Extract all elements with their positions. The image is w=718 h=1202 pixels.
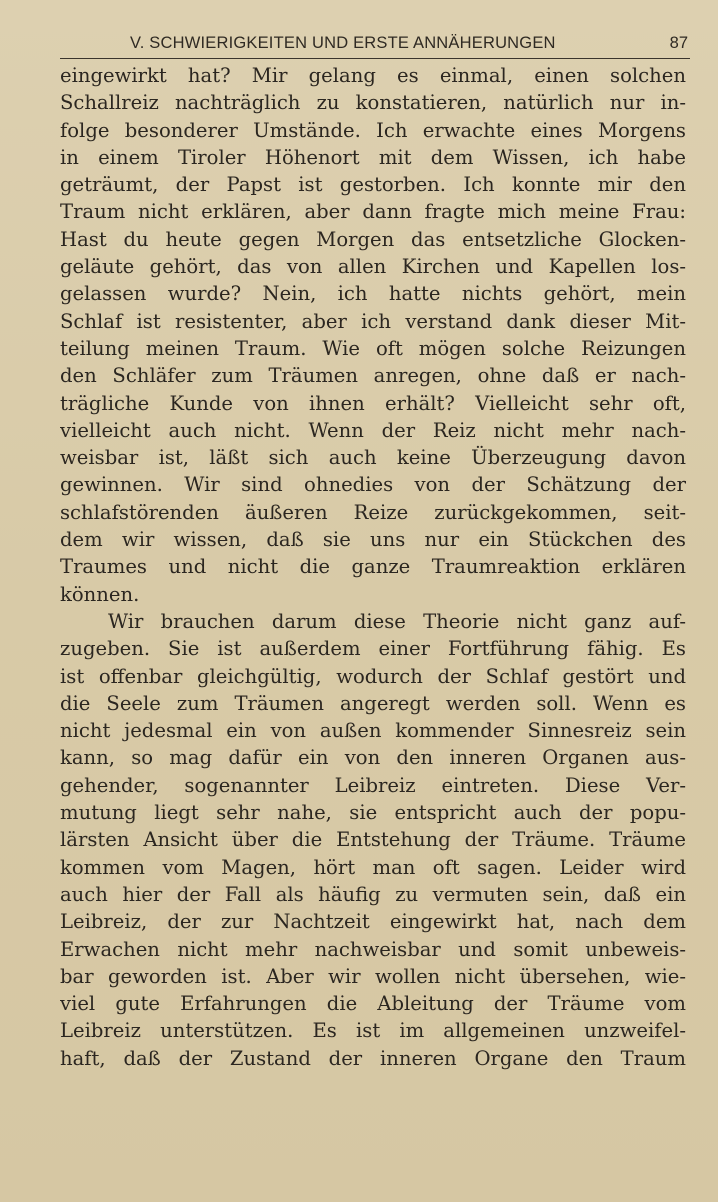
text-line: die Seele zum Träumen angeregt werden soll. Wenn es [60, 691, 686, 715]
text-line: lärsten Ansicht über die Entstehung der Träume. Träume [60, 828, 686, 852]
text-line: zugeben. Sie ist außerdem einer Fortführung fähig. Es [60, 637, 686, 661]
text-line: haft, daß der Zustand der inneren Organe den Traum [60, 1046, 686, 1070]
text-line: Schlaf ist resistenter, aber ich verstand dank dieser Mit- [60, 309, 686, 333]
text-line: kommen vom Magen, hört man oft sagen. Leider wird [60, 855, 686, 879]
text-line: viel gute Erfahrungen die Ableitung der Träume vom [60, 992, 686, 1016]
text-line: auch hier der Fall als häufig zu vermuten sein, daß ein [60, 882, 686, 906]
text-line: trägliche Kunde von ihnen erhält? Vielleicht sehr oft, [60, 391, 686, 415]
text-line: Hast du heute gegen Morgen das entsetzliche Glocken- [60, 227, 686, 251]
text-line: dem wir wissen, daß sie uns nur ein Stückchen des [60, 528, 686, 552]
text-line: Traumes und nicht die ganze Traumreaktion erklären [60, 555, 686, 579]
page-header [60, 32, 690, 59]
text-line: Wir brauchen darum diese Theorie nicht ganz auf- [108, 609, 686, 633]
text-line: gelassen wurde? Nein, ich hatte nichts gehört, mein [60, 282, 686, 306]
running-head: V. SCHWIERIGKEITEN UND ERSTE ANNÄHERUNGEN [130, 34, 556, 52]
text-line: eingewirkt hat? Mir gelang es einmal, einen solchen [60, 64, 686, 87]
text-line: gewinnen. Wir sind ohnedies von der Schätzung der [60, 473, 686, 497]
page-number: 87 [669, 34, 688, 52]
text-line: kann, so mag dafür ein von den inneren Organen aus- [60, 746, 686, 770]
text-line: ist offenbar gleichgültig, wodurch der Schlaf gestört und [60, 664, 686, 688]
text-line: Traum nicht erklären, aber dann fragte mich meine Frau: [60, 200, 686, 224]
text-line: geträumt, der Papst ist gestorben. Ich konnte mir den [60, 173, 686, 197]
text-line: Erwachen nicht mehr nachweisbar und somit unbeweis- [60, 937, 686, 961]
text-line: können. [60, 582, 140, 606]
text-line: bar geworden ist. Aber wir wollen nicht übersehen, wie- [60, 964, 686, 988]
text-line: gehender, sogenannter Leibreiz eintreten. Diese Ver- [60, 773, 686, 797]
text-line: schlafstörenden äußeren Reize zurückgekommen, seit- [60, 500, 686, 524]
text-line: teilung meinen Traum. Wie oft mögen solche Reizungen [60, 336, 686, 360]
text-line: den Schläfer zum Träumen anregen, ohne daß er nach- [60, 364, 686, 388]
body-text [60, 62, 686, 1072]
text-line: folge besonderer Umstände. Ich erwachte eines Morgens [60, 118, 686, 142]
text-line: Schallreiz nachträglich zu konstatieren, natürlich nur in- [60, 91, 686, 115]
text-line: Leibreiz, der zur Nachtzeit eingewirkt hat, nach dem [60, 910, 686, 934]
text-line: in einem Tiroler Höhenort mit dem Wissen, ich habe [60, 145, 686, 169]
text-line: nicht jedesmal ein von außen kommender Sinnesreiz sein [60, 719, 686, 743]
text-line: vielleicht auch nicht. Wenn der Reiz nicht mehr nach- [60, 418, 686, 442]
text-line: mutung liegt sehr nahe, sie entspricht auch der popu- [60, 801, 686, 825]
text-line: weisbar ist, läßt sich auch keine Überzeugung davon [60, 446, 686, 470]
text-line: geläute gehört, das von allen Kirchen und Kapellen los- [60, 255, 686, 279]
text-line: Leibreiz unterstützen. Es ist im allgemeinen unzweifel- [60, 1019, 686, 1043]
